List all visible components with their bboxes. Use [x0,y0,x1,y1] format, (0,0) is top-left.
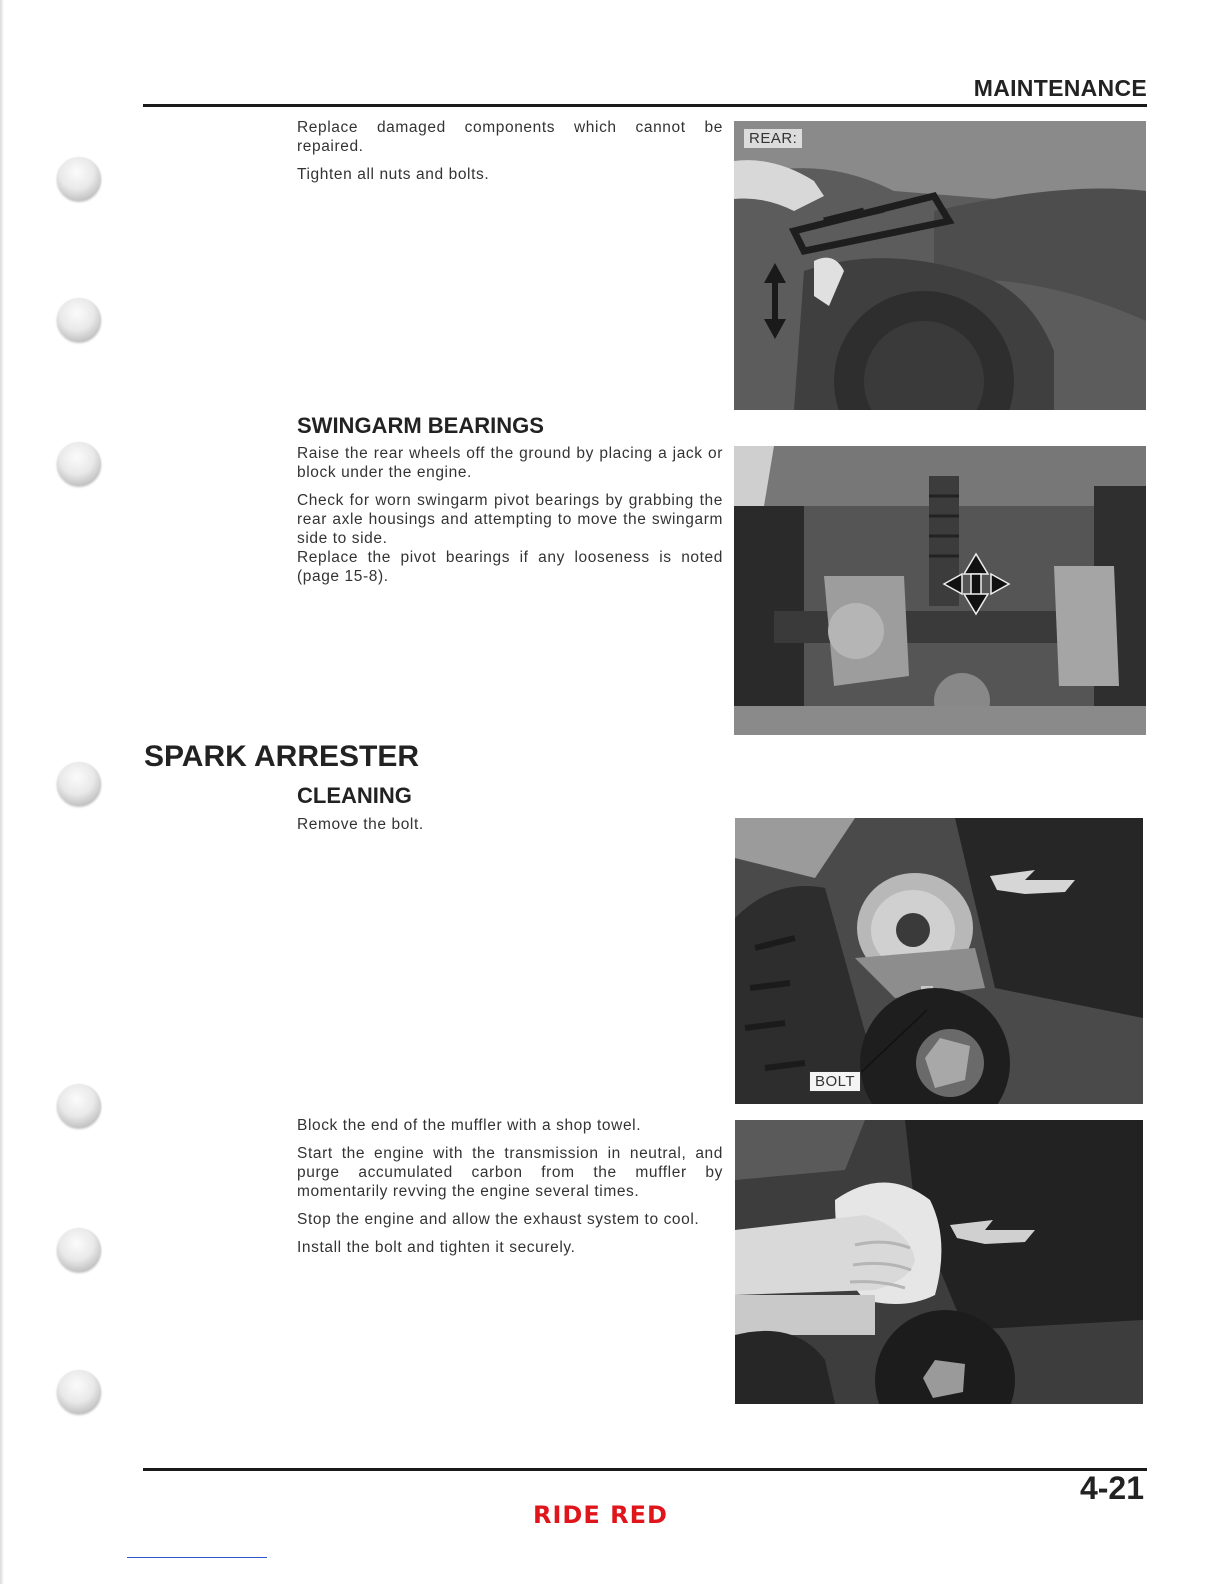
swingarm-paragraph: Replace the pivot bearings if any looseness is noted (page 15-8). [297,549,723,585]
cleaning-steps [297,1116,723,1266]
footer-rule [143,1468,1147,1471]
punch-hole [57,1370,101,1414]
step-text: Remove the bolt. [297,816,424,833]
punch-hole [57,157,101,201]
punch-hole [57,762,101,806]
swingarm-heading: SWINGARM BEARINGS [297,413,544,438]
rear-carrier-photo [734,121,1146,410]
swingarm-paragraph: Check for worn swingarm pivot bearings by grabbing the rear axle housings and attempting to move the swingarm side to side. [297,492,723,547]
header-rule [143,104,1147,107]
punch-hole [57,1084,101,1128]
step-text: Start the engine with the transmission in neutral, and purge accumulated carbon from the muffler by momentarily revving the engine several times. [297,1145,723,1200]
swingarm-photo [734,446,1146,735]
footer-link-underline [127,1557,267,1558]
cleaning-step-1 [297,815,723,843]
step-text: Block the end of the muffler with a shop towel. [297,1117,642,1134]
cleaning-heading: CLEANING [297,783,412,808]
punch-hole [57,298,101,342]
step-text: Install the bolt and tighten it securely. [297,1239,576,1256]
intro-line: Tighten all nuts and bolts. [297,166,490,183]
rear-label: REAR: [744,129,802,148]
intro-line: Replace damaged components which cannot be repaired. [297,119,723,155]
shop-towel-photo [735,1120,1143,1404]
punch-hole [57,1228,101,1272]
muffler-bolt-photo [735,818,1143,1104]
step-text: Stop the engine and allow the exhaust system to cool. [297,1211,700,1228]
section-title: MAINTENANCE [973,75,1147,101]
spark-arrester-title: SPARK ARRESTER [144,740,420,773]
swingarm-paragraph: Raise the rear wheels off the ground by placing a jack or block under the engine. [297,445,723,481]
page-number: 4-21 [1079,1470,1144,1506]
bolt-label: BOLT [809,1071,861,1092]
intro-text [297,118,723,193]
ride-red-logo: RIDE RED [533,1501,668,1529]
swingarm-text [297,444,723,595]
punch-hole [57,442,101,486]
binding-edge [0,0,4,1584]
